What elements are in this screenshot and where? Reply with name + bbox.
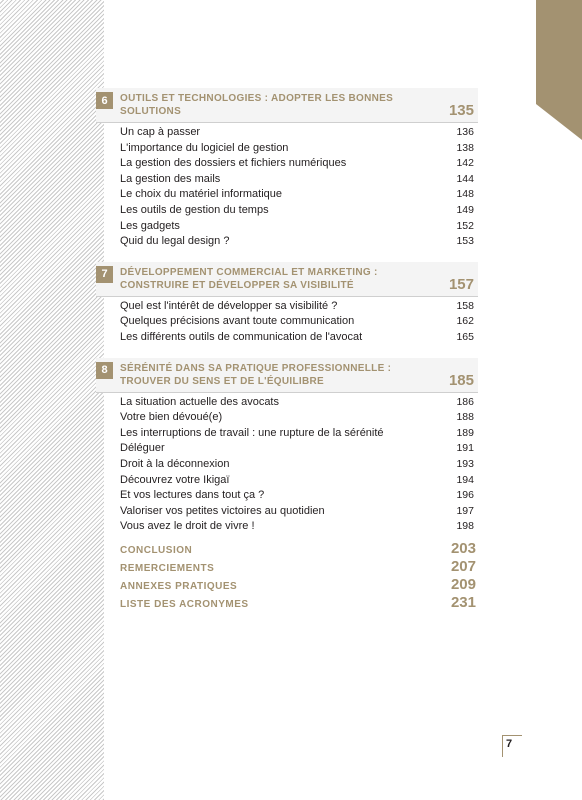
toc-entry-label: La situation actuelle des avocats xyxy=(120,395,279,408)
toc-entry-list xyxy=(96,125,478,250)
toc-entry-page: 142 xyxy=(456,157,474,170)
toc-entry[interactable] xyxy=(120,187,478,203)
section-header[interactable] xyxy=(96,88,478,122)
toc-entry-label: Quid du legal design ? xyxy=(120,235,230,248)
toc-entry[interactable] xyxy=(120,410,478,426)
toc-entry-page: 149 xyxy=(456,203,474,216)
toc-entry-label: La gestion des mails xyxy=(120,172,221,185)
toc-entry[interactable] xyxy=(120,473,478,489)
toc-entry-label: Les outils de gestion du temps xyxy=(120,203,269,216)
toc-entry-label: Découvrez votre Ikigaï xyxy=(120,473,230,486)
toc-entry-page: 186 xyxy=(456,395,474,408)
closing-entry-label: LISTE DES ACRONYMES xyxy=(120,599,249,610)
section-divider xyxy=(96,122,478,123)
toc-entry-page: 162 xyxy=(456,315,474,328)
section-page-number: 135 xyxy=(448,102,474,119)
closing-entry[interactable] xyxy=(96,576,478,594)
toc-entry-label: L'importance du logiciel de gestion xyxy=(120,141,289,154)
toc-entry[interactable] xyxy=(120,426,478,442)
toc-entry-page: 153 xyxy=(456,235,474,248)
toc-entry[interactable] xyxy=(120,156,478,172)
toc-section-8 xyxy=(96,358,478,535)
closing-entry[interactable] xyxy=(96,558,478,576)
toc-entry-page: 165 xyxy=(456,330,474,343)
closing-entry-label: ANNEXES PRATIQUES xyxy=(120,581,238,592)
closing-entry-page: 231 xyxy=(450,594,476,611)
toc-entry[interactable] xyxy=(120,172,478,188)
toc-entry-label: Et vos lectures dans tout ça ? xyxy=(120,489,265,502)
toc-entry-page: 194 xyxy=(456,473,474,486)
section-title xyxy=(120,362,449,388)
toc-section-7 xyxy=(96,262,478,346)
footer-vertical-rule xyxy=(502,735,503,757)
toc-entry-page: 136 xyxy=(456,126,474,138)
toc-entry[interactable] xyxy=(120,125,478,141)
toc-entry[interactable] xyxy=(120,395,478,411)
decorative-stripes xyxy=(0,0,104,800)
toc-entry[interactable] xyxy=(120,504,478,520)
closing-entry[interactable] xyxy=(96,540,478,558)
section-page-number: 157 xyxy=(448,275,474,293)
toc-entry[interactable] xyxy=(120,141,478,157)
toc-entry[interactable] xyxy=(120,330,478,346)
toc-entry-page: 148 xyxy=(456,188,474,201)
page-number: 7 xyxy=(506,738,513,750)
toc-entry-page: 152 xyxy=(456,219,474,232)
toc-entry[interactable] xyxy=(120,314,478,330)
closing-entry[interactable] xyxy=(96,594,478,612)
closing-entry-label: REMERCIEMENTS xyxy=(120,563,215,574)
toc-entry-label: Les différents outils de communication de l'avocat xyxy=(120,330,363,343)
toc-entry[interactable] xyxy=(120,488,478,504)
section-number-badge: 8 xyxy=(96,362,113,379)
toc-entry-label: Les gadgets xyxy=(120,219,180,232)
section-title-line: TROUVER DU SENS ET DE L'ÉQUILIBRE xyxy=(120,375,324,387)
section-divider xyxy=(96,296,478,297)
toc-entry-label: Droit à la déconnexion xyxy=(120,457,230,470)
section-header[interactable] xyxy=(96,358,478,392)
toc-entry[interactable] xyxy=(120,299,478,315)
corner-tab-shape xyxy=(536,0,582,140)
toc-entry-label: Votre bien dévoué(e) xyxy=(120,411,223,424)
closing-entry-page: 207 xyxy=(450,558,476,575)
section-title-line: CONSTRUIRE ET DÉVELOPPER SA VISIBILITÉ xyxy=(120,279,354,291)
table-of-contents xyxy=(96,88,478,547)
toc-entry-page: 193 xyxy=(456,457,474,470)
toc-entry-label: Valoriser vos petites victoires au quotidien xyxy=(120,504,325,517)
toc-entry-label: Quel est l'intérêt de développer sa visibilité ? xyxy=(120,299,338,312)
toc-entry-label: Vous avez le droit de vivre ! xyxy=(120,520,255,533)
toc-entry-page: 191 xyxy=(456,442,474,455)
closing-entries xyxy=(96,540,478,612)
toc-section-6 xyxy=(96,88,478,250)
closing-entry-page: 209 xyxy=(450,576,476,593)
section-title-line: SÉRÉNITÉ DANS SA PRATIQUE PROFESSIONNELLE : xyxy=(120,362,392,374)
toc-entry-page: 198 xyxy=(456,520,474,533)
toc-entry-label: La gestion des dossiers et fichiers numériques xyxy=(120,157,347,170)
closing-entry-label: CONCLUSION xyxy=(120,545,193,556)
toc-entry[interactable] xyxy=(120,457,478,473)
section-title: OUTILS ET TECHNOLOGIES : ADOPTER LES BONNES SOLUTIONS xyxy=(120,93,394,117)
section-title-line: DÉVELOPPEMENT COMMERCIAL ET MARKETING : xyxy=(120,266,378,278)
section-number-badge: 6 xyxy=(96,92,113,109)
toc-entry[interactable] xyxy=(120,234,478,250)
toc-entry-page: 138 xyxy=(456,141,474,154)
toc-entry-page: 197 xyxy=(456,504,474,517)
toc-entry[interactable] xyxy=(120,203,478,219)
section-title xyxy=(120,266,449,292)
toc-entry[interactable] xyxy=(120,519,478,535)
toc-entry-label: Déléguer xyxy=(120,442,165,455)
toc-entry-label: Quelques précisions avant toute communication xyxy=(120,315,355,328)
section-header[interactable] xyxy=(96,262,478,296)
section-page-number: 185 xyxy=(448,371,474,389)
toc-entry[interactable] xyxy=(120,219,478,235)
toc-entry-page: 158 xyxy=(456,299,474,312)
toc-entry-page: 196 xyxy=(456,489,474,502)
toc-entry-page: 189 xyxy=(456,426,474,439)
toc-entry-page: 188 xyxy=(456,411,474,424)
footer-rule xyxy=(502,735,522,736)
toc-entry-label: Les interruptions de travail : une rupture de la sérénité xyxy=(120,426,384,439)
closing-entry-page: 203 xyxy=(450,540,476,557)
section-number-badge: 7 xyxy=(96,266,113,283)
section-divider xyxy=(96,392,478,393)
toc-entry-list xyxy=(96,395,478,535)
toc-entry-page: 144 xyxy=(456,172,474,185)
toc-entry[interactable] xyxy=(120,441,478,457)
toc-entry-list xyxy=(96,299,478,346)
toc-entry-label: Le choix du matériel informatique xyxy=(120,188,283,201)
toc-entry-label: Un cap à passer xyxy=(120,126,201,138)
